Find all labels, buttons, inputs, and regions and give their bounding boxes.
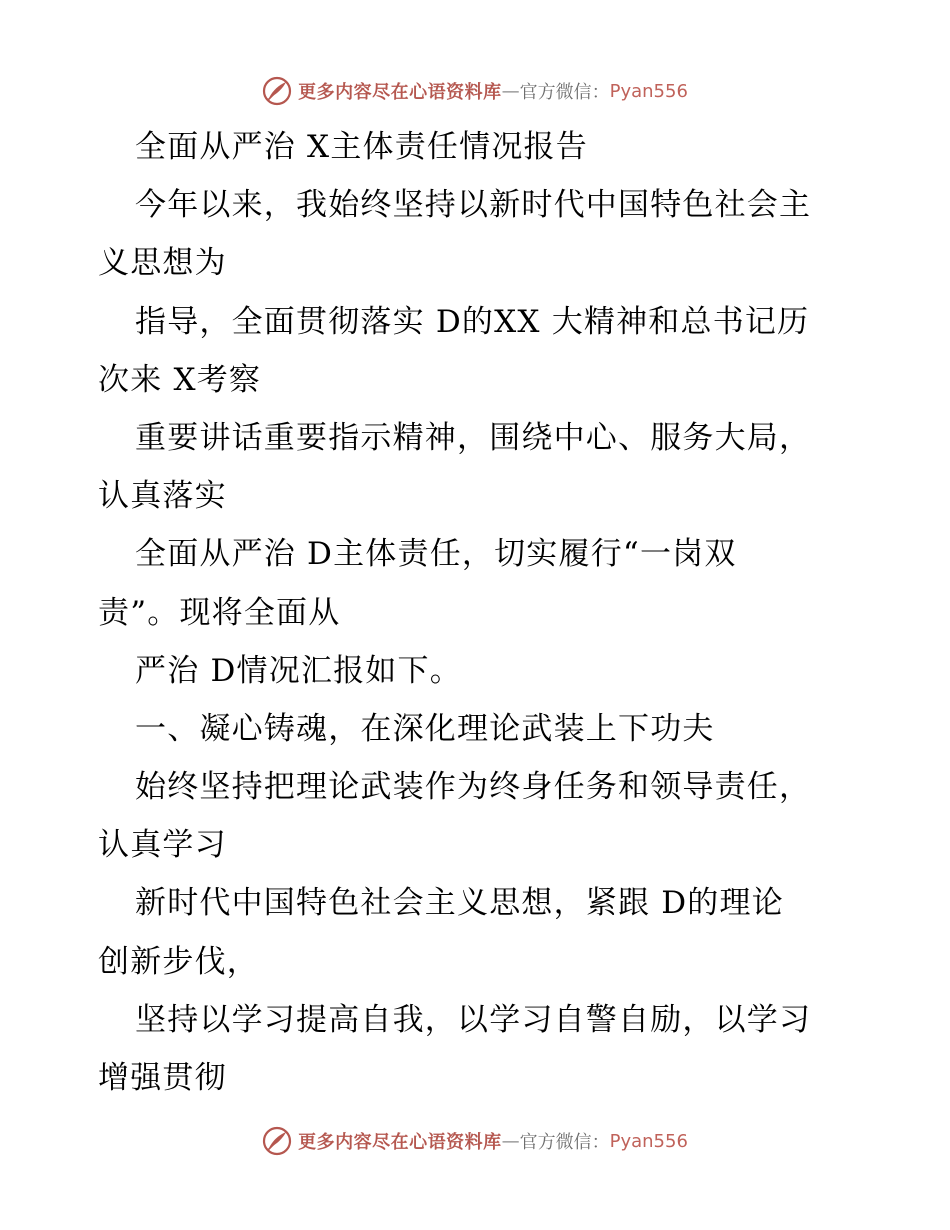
document-line: 重要讲话重要指示精神，围绕中心、服务大局， <box>135 419 812 456</box>
document-line: 增强贯彻 <box>98 1060 227 1096</box>
watermark-label: 官方微信： <box>519 82 610 103</box>
watermark-separator: — <box>501 80 520 102</box>
watermark-separator: — <box>501 1130 520 1152</box>
feather-pen-logo-icon <box>262 1126 292 1156</box>
document-line: 义思想为 <box>98 245 227 282</box>
watermark-label: 官方微信： <box>519 1132 610 1153</box>
document-line: 全面从严治 D主体责任，切实履行“一岗双 <box>135 536 737 573</box>
document-line: 次来 X考察 <box>98 361 262 398</box>
document-line: 全面从严治 X主体责任情况报告 <box>135 129 588 165</box>
header-watermark <box>0 71 950 111</box>
document-line: 认真学习 <box>98 827 227 864</box>
watermark-brand: 更多内容尽在心语资料库 <box>298 1132 502 1153</box>
watermark-account: Pyan556 <box>609 1130 688 1152</box>
document-line: 责”。现将全面从 <box>98 594 341 631</box>
watermark-account: Pyan556 <box>609 80 688 102</box>
footer-watermark <box>0 1121 950 1161</box>
document-body <box>98 118 858 1107</box>
document-line: 始终坚持把理论武装作为终身任务和领导责任， <box>135 769 812 806</box>
document-line: 坚持以学习提高自我，以学习自警自励，以学习 <box>135 1001 812 1038</box>
document-line: 严治 D情况汇报如下。 <box>135 652 462 689</box>
document-line: 创新步伐， <box>98 943 259 980</box>
document-line: 指导，全面贯彻落实 D的XX 大精神和总书记历 <box>135 303 810 340</box>
document-line: 今年以来，我始终坚持以新时代中国特色社会主 <box>135 187 812 224</box>
document-line: 一、凝心铸魂，在深化理论武装上下功夫 <box>135 710 715 747</box>
document-line: 认真落实 <box>98 478 227 515</box>
document-line: 新时代中国特色社会主义思想，紧跟 D的理论 <box>135 885 784 922</box>
feather-pen-logo-icon <box>262 76 292 106</box>
watermark-brand: 更多内容尽在心语资料库 <box>298 82 502 103</box>
